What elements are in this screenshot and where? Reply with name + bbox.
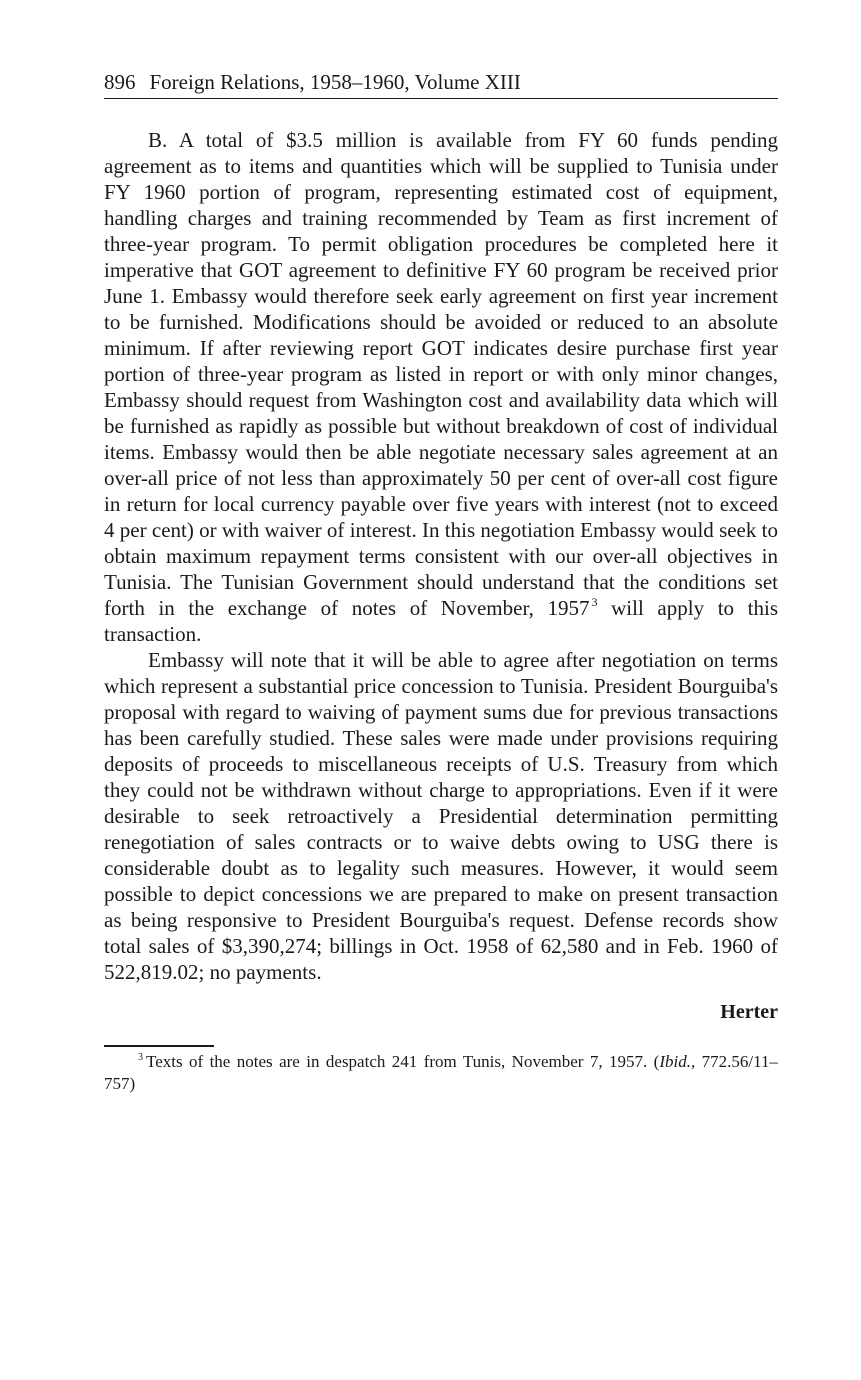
paragraph-1-tail: will apply to this transaction. [104,596,778,646]
paragraph-1 [104,127,778,647]
document-page [104,68,778,1095]
paragraph-2: Embassy will note that it will be able to agree after negotiation on terms which represent a substantial price concession to Tunisia. President Bourguiba's proposal with regard to waiving of payment sums due for previous transactions has been carefully studied. These sales were made under provisions requiring deposits of proceeds to miscellaneous receipts of U.S. Treasury from which they could not be withdrawn without charge to appropriations. Even if it were desirable to seek retroactively a Presidential determination permitting renegotiation of sales contracts or to waive debts owing to USG there is considerable doubt as to legality such measures. However, it would seem possible to depict concessions we are prepared to make on present transaction as being responsive to President Bourguiba's request. Defense records show total sales of $3,390,274; billings in Oct. 1958 of 62,580 and in Feb. 1960 of 522,819.02; no payments. [104,648,778,984]
page-number: 896 [104,70,136,94]
body-text [104,127,778,985]
series-title: Foreign Relations, 1958–1960, Volume XIII [149,70,521,94]
footnote-divider [104,1045,214,1047]
footnote-ibid: Ibid., [659,1052,696,1071]
footnote-number: 3 [138,1052,143,1063]
running-head [104,68,778,99]
paragraph-1-text: B. A total of $3.5 million is available from FY 60 funds pending agreement as to items and quantities which will be supplied to Tunisia under FY 1960 portion of program, representing estimated cost of equipment, handling charges and training recommended by Team as first increment of three-year program. To permit obligation procedures be completed here it imperative that GOT agreement to definitive FY 60 program be received prior June 1. Embassy would therefore seek early agreement on first year increment to be furnished. Modifications should be avoided or reduced to an absolute minimum. If after reviewing report GOT indicates desire purchase first year portion of three-year program as listed in report or with only minor changes, Embassy should request from Washington cost and availability data which will be furnished as rapidly as possible but without breakdown of cost of individual items. Embassy would then be able negotiate necessary sales agreement at an over-all price of not less than approximately 50 per cent of over-all cost figure in return for local currency payable over five years with interest (not to exceed 4 per cent) or with waiver of interest. In this negotiation Embassy would seek to obtain maximum repayment terms consistent with our over-all objectives in Tunisia. The Tunisian Government should understand that the conditions set forth in the exchange of notes of November, 1957 [104,128,778,620]
footnote-reference: 3 [591,595,598,609]
signature: Herter [720,1001,778,1023]
footnote [104,1051,778,1095]
footnote-citation: 772.56/11–757) [104,1052,778,1093]
footnote-text: Texts of the notes are in despatch 241 from Tunis, November 7, 1957. ( [146,1052,660,1071]
